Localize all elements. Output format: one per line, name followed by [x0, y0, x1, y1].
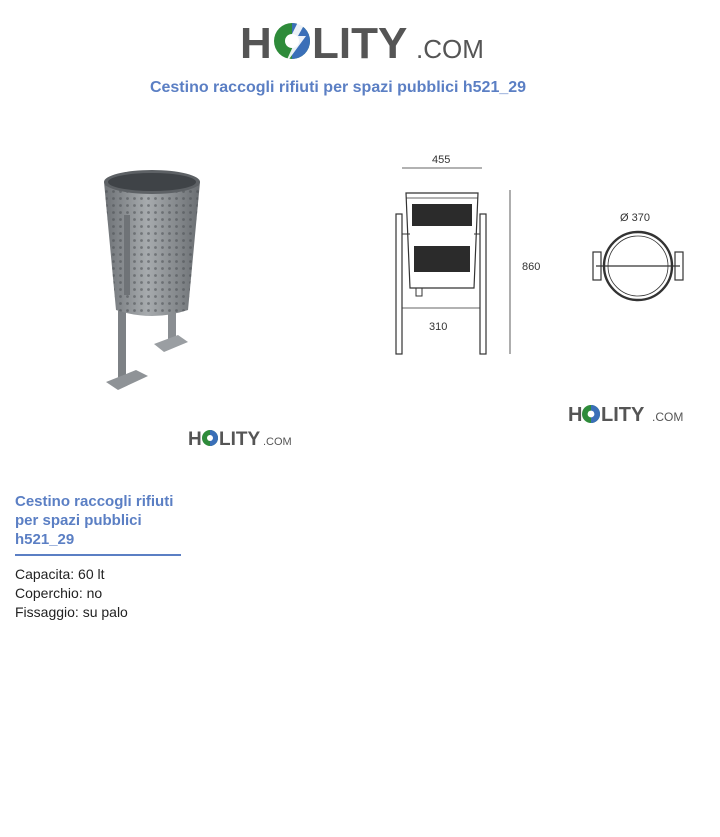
spec-mounting: Fissaggio: su palo — [15, 604, 128, 620]
logo-o-icon — [274, 18, 310, 66]
spec-heading — [15, 492, 200, 549]
holity-logo-small — [188, 426, 292, 450]
logo-word: LITY — [312, 19, 408, 68]
dimension-diameter: Ø 370 — [620, 212, 650, 224]
spec-heading-line: Cestino raccogli rifiuti — [15, 493, 174, 510]
svg-text:H: H — [568, 404, 583, 426]
svg-text:.COM: .COM — [263, 436, 292, 448]
holity-logo — [238, 12, 488, 68]
svg-text:.COM: .COM — [652, 410, 684, 424]
logo-o-icon — [582, 405, 600, 423]
spec-divider — [15, 554, 181, 556]
holity-logo-drawing — [568, 401, 686, 427]
spec-heading-line: per spazi pubblici — [15, 512, 142, 529]
dimension-leg-width: 310 — [429, 321, 448, 333]
dimension-height: 860 — [522, 261, 541, 273]
svg-text:LITY: LITY — [601, 404, 645, 426]
logo-o-icon — [202, 430, 218, 446]
perforated-waste-bin-photo — [96, 160, 216, 400]
spec-list — [15, 565, 128, 622]
logo-letter-h: H — [240, 19, 272, 68]
spec-heading-line: h521_29 — [15, 531, 75, 548]
technical-drawing — [390, 148, 690, 363]
svg-text:H: H — [188, 429, 202, 450]
spec-lid: Coperchio: no — [15, 585, 103, 601]
dimension-top-width: 455 — [432, 154, 451, 166]
spec-capacity: Capacita: 60 lt — [15, 566, 105, 582]
logo-domain: .COM — [416, 34, 484, 64]
svg-text:LITY: LITY — [219, 429, 261, 450]
page-title: Cestino raccogli rifiuti per spazi pubblici h521_29 — [149, 79, 527, 96]
